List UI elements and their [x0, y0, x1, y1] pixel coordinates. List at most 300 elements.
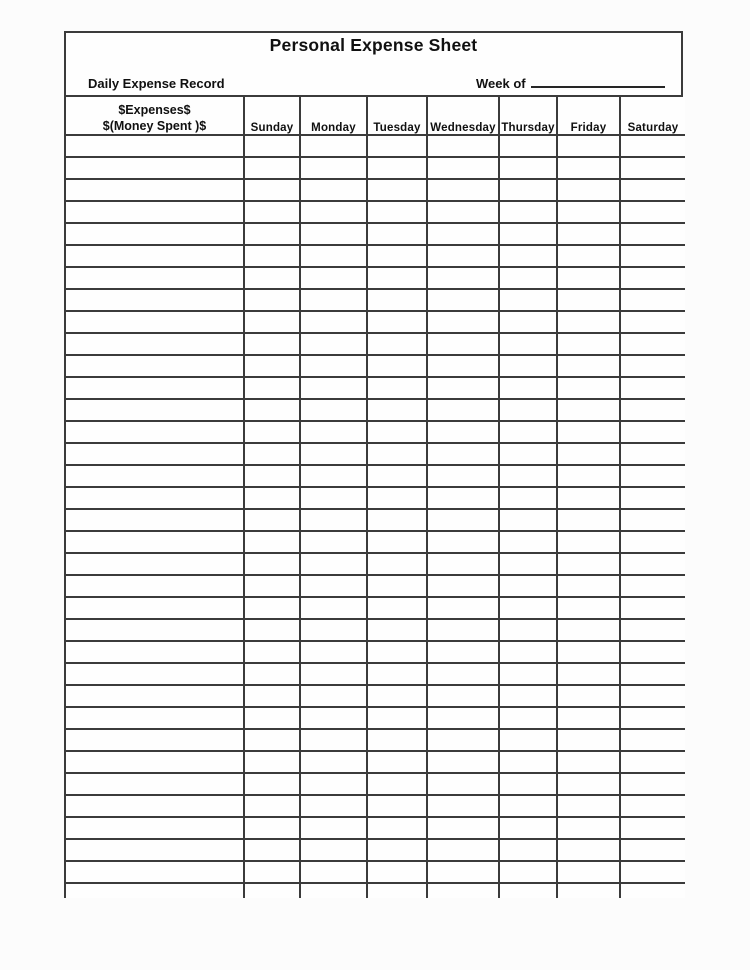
- subtitle-row: [66, 75, 681, 91]
- expense-amount-cell[interactable]: [300, 685, 367, 707]
- expense-amount-cell[interactable]: [300, 839, 367, 861]
- expense-amount-cell[interactable]: [499, 663, 557, 685]
- expense-amount-cell[interactable]: [367, 311, 427, 333]
- expense-amount-cell[interactable]: [367, 707, 427, 729]
- expense-amount-cell[interactable]: [499, 685, 557, 707]
- expense-amount-cell[interactable]: [244, 399, 300, 421]
- expense-amount-cell[interactable]: [499, 553, 557, 575]
- expense-amount-cell[interactable]: [244, 135, 300, 157]
- expense-amount-cell[interactable]: [427, 443, 499, 465]
- expense-description-cell[interactable]: [66, 751, 244, 773]
- expense-amount-cell[interactable]: [427, 245, 499, 267]
- expense-amount-cell[interactable]: [300, 333, 367, 355]
- expense-amount-cell[interactable]: [367, 157, 427, 179]
- expense-amount-cell[interactable]: [427, 179, 499, 201]
- expense-amount-cell[interactable]: [244, 861, 300, 883]
- expense-description-cell[interactable]: [66, 883, 244, 898]
- expense-amount-cell[interactable]: [557, 487, 620, 509]
- expense-amount-cell[interactable]: [620, 223, 685, 245]
- expense-amount-cell[interactable]: [499, 729, 557, 751]
- expense-amount-cell[interactable]: [499, 355, 557, 377]
- expense-amount-cell[interactable]: [367, 861, 427, 883]
- expense-amount-cell[interactable]: [557, 399, 620, 421]
- expense-amount-cell[interactable]: [427, 399, 499, 421]
- expense-amount-cell[interactable]: [300, 421, 367, 443]
- expense-amount-cell[interactable]: [427, 223, 499, 245]
- day-column-header-friday: Friday: [557, 97, 620, 135]
- expense-description-cell[interactable]: [66, 245, 244, 267]
- expense-amount-cell[interactable]: [499, 861, 557, 883]
- expense-amount-cell[interactable]: [244, 377, 300, 399]
- expense-amount-cell[interactable]: [499, 399, 557, 421]
- expense-description-cell[interactable]: [66, 839, 244, 861]
- expense-description-cell[interactable]: [66, 597, 244, 619]
- expense-amount-cell[interactable]: [244, 531, 300, 553]
- expense-amount-cell[interactable]: [427, 157, 499, 179]
- expense-amount-cell[interactable]: [300, 377, 367, 399]
- expense-amount-cell[interactable]: [427, 377, 499, 399]
- expense-amount-cell[interactable]: [367, 839, 427, 861]
- expense-amount-cell[interactable]: [620, 883, 685, 898]
- expense-amount-cell[interactable]: [557, 223, 620, 245]
- expense-amount-cell[interactable]: [300, 575, 367, 597]
- expense-amount-cell[interactable]: [244, 509, 300, 531]
- expense-amount-cell[interactable]: [427, 531, 499, 553]
- expense-amount-cell[interactable]: [367, 597, 427, 619]
- expense-amount-cell[interactable]: [427, 553, 499, 575]
- expense-amount-cell[interactable]: [620, 641, 685, 663]
- expense-amount-cell[interactable]: [244, 817, 300, 839]
- expense-amount-cell[interactable]: [620, 531, 685, 553]
- expense-amount-cell[interactable]: [499, 795, 557, 817]
- expense-amount-cell[interactable]: [367, 729, 427, 751]
- expense-amount-cell[interactable]: [620, 179, 685, 201]
- expense-amount-cell[interactable]: [300, 487, 367, 509]
- expense-amount-cell[interactable]: [499, 509, 557, 531]
- table-header-row: [66, 97, 685, 135]
- expense-amount-cell[interactable]: [499, 267, 557, 289]
- expense-amount-cell[interactable]: [367, 795, 427, 817]
- expense-amount-cell[interactable]: [620, 817, 685, 839]
- expense-amount-cell[interactable]: [244, 707, 300, 729]
- expense-amount-cell[interactable]: [244, 619, 300, 641]
- expense-amount-cell[interactable]: [300, 531, 367, 553]
- expense-amount-cell[interactable]: [367, 641, 427, 663]
- expense-amount-cell[interactable]: [557, 179, 620, 201]
- expenses-header-line1: $Expenses$: [118, 103, 191, 117]
- expense-description-cell[interactable]: [66, 685, 244, 707]
- expense-amount-cell[interactable]: [557, 795, 620, 817]
- expense-amount-cell[interactable]: [244, 201, 300, 223]
- expense-description-cell[interactable]: [66, 465, 244, 487]
- expense-amount-cell[interactable]: [300, 245, 367, 267]
- expense-description-cell[interactable]: [66, 729, 244, 751]
- expense-amount-cell[interactable]: [557, 157, 620, 179]
- expense-amount-cell[interactable]: [620, 751, 685, 773]
- expense-amount-cell[interactable]: [367, 487, 427, 509]
- expense-amount-cell[interactable]: [244, 685, 300, 707]
- expense-amount-cell[interactable]: [427, 663, 499, 685]
- expense-amount-cell[interactable]: [499, 223, 557, 245]
- expense-amount-cell[interactable]: [499, 465, 557, 487]
- expense-amount-cell[interactable]: [620, 333, 685, 355]
- expense-row-partial: [66, 883, 685, 898]
- expense-amount-cell[interactable]: [557, 135, 620, 157]
- expense-description-cell[interactable]: [66, 223, 244, 245]
- expense-amount-cell[interactable]: [427, 267, 499, 289]
- expense-amount-cell[interactable]: [244, 223, 300, 245]
- expense-amount-cell[interactable]: [557, 531, 620, 553]
- expense-amount-cell[interactable]: [367, 355, 427, 377]
- expense-amount-cell[interactable]: [427, 135, 499, 157]
- expense-amount-cell[interactable]: [427, 597, 499, 619]
- expense-amount-cell[interactable]: [557, 883, 620, 898]
- expense-amount-cell[interactable]: [427, 311, 499, 333]
- expense-amount-cell[interactable]: [620, 487, 685, 509]
- expense-description-cell[interactable]: [66, 377, 244, 399]
- expense-amount-cell[interactable]: [557, 465, 620, 487]
- expense-amount-cell[interactable]: [427, 201, 499, 223]
- week-of-group: [476, 74, 665, 91]
- expense-amount-cell[interactable]: [427, 289, 499, 311]
- expense-amount-cell[interactable]: [300, 817, 367, 839]
- expense-amount-cell[interactable]: [427, 861, 499, 883]
- expense-amount-cell[interactable]: [620, 267, 685, 289]
- expense-amount-cell[interactable]: [427, 707, 499, 729]
- expense-amount-cell[interactable]: [620, 311, 685, 333]
- expense-amount-cell[interactable]: [300, 663, 367, 685]
- expense-amount-cell[interactable]: [620, 597, 685, 619]
- expense-amount-cell[interactable]: [557, 861, 620, 883]
- expense-amount-cell[interactable]: [620, 245, 685, 267]
- expense-row: [66, 795, 685, 817]
- expense-amount-cell[interactable]: [620, 421, 685, 443]
- expense-description-cell[interactable]: [66, 641, 244, 663]
- expense-amount-cell[interactable]: [499, 201, 557, 223]
- expense-amount-cell[interactable]: [300, 465, 367, 487]
- expense-amount-cell[interactable]: [557, 575, 620, 597]
- expense-amount-cell[interactable]: [244, 421, 300, 443]
- expense-amount-cell[interactable]: [367, 663, 427, 685]
- expense-amount-cell[interactable]: [499, 245, 557, 267]
- expense-amount-cell[interactable]: [367, 399, 427, 421]
- expense-amount-cell[interactable]: [367, 685, 427, 707]
- expense-amount-cell[interactable]: [367, 531, 427, 553]
- expense-amount-cell[interactable]: [499, 333, 557, 355]
- expense-amount-cell[interactable]: [499, 443, 557, 465]
- expense-amount-cell[interactable]: [427, 333, 499, 355]
- expense-amount-cell[interactable]: [244, 443, 300, 465]
- expense-amount-cell[interactable]: [300, 157, 367, 179]
- expense-amount-cell[interactable]: [499, 421, 557, 443]
- expense-amount-cell[interactable]: [300, 553, 367, 575]
- expense-amount-cell[interactable]: [367, 773, 427, 795]
- expense-amount-cell[interactable]: [427, 355, 499, 377]
- expense-row: [66, 553, 685, 575]
- expense-amount-cell[interactable]: [300, 883, 367, 898]
- expense-row: [66, 245, 685, 267]
- expense-amount-cell[interactable]: [300, 707, 367, 729]
- expense-amount-cell[interactable]: [367, 201, 427, 223]
- expense-amount-cell[interactable]: [427, 817, 499, 839]
- expense-amount-cell[interactable]: [300, 267, 367, 289]
- expense-amount-cell[interactable]: [427, 575, 499, 597]
- expense-amount-cell[interactable]: [367, 751, 427, 773]
- expense-amount-cell[interactable]: [499, 751, 557, 773]
- expense-amount-cell[interactable]: [557, 751, 620, 773]
- expense-amount-cell[interactable]: [620, 619, 685, 641]
- expense-amount-cell[interactable]: [499, 311, 557, 333]
- expense-amount-cell[interactable]: [620, 355, 685, 377]
- expense-amount-cell[interactable]: [499, 597, 557, 619]
- expense-amount-cell[interactable]: [244, 465, 300, 487]
- expense-amount-cell[interactable]: [427, 729, 499, 751]
- expense-amount-cell[interactable]: [367, 135, 427, 157]
- expense-description-cell[interactable]: [66, 333, 244, 355]
- expense-description-cell[interactable]: [66, 399, 244, 421]
- expense-row: [66, 597, 685, 619]
- expense-amount-cell[interactable]: [499, 157, 557, 179]
- expense-amount-cell[interactable]: [557, 641, 620, 663]
- expense-amount-cell[interactable]: [620, 707, 685, 729]
- expense-description-cell[interactable]: [66, 795, 244, 817]
- expense-amount-cell[interactable]: [620, 135, 685, 157]
- expense-description-cell[interactable]: [66, 289, 244, 311]
- expense-amount-cell[interactable]: [427, 465, 499, 487]
- expense-description-cell[interactable]: [66, 663, 244, 685]
- expense-description-cell[interactable]: [66, 575, 244, 597]
- expense-amount-cell[interactable]: [244, 751, 300, 773]
- expense-amount-cell[interactable]: [499, 883, 557, 898]
- expense-amount-cell[interactable]: [300, 201, 367, 223]
- expense-amount-cell[interactable]: [244, 641, 300, 663]
- expense-amount-cell[interactable]: [557, 355, 620, 377]
- expense-amount-cell[interactable]: [367, 817, 427, 839]
- expense-description-cell[interactable]: [66, 201, 244, 223]
- expense-amount-cell[interactable]: [499, 575, 557, 597]
- expense-amount-cell[interactable]: [244, 245, 300, 267]
- expense-amount-cell[interactable]: [557, 333, 620, 355]
- expense-amount-cell[interactable]: [300, 223, 367, 245]
- expense-amount-cell[interactable]: [367, 333, 427, 355]
- expense-amount-cell[interactable]: [557, 267, 620, 289]
- expense-amount-cell[interactable]: [557, 773, 620, 795]
- expense-amount-cell[interactable]: [620, 377, 685, 399]
- expense-description-cell[interactable]: [66, 817, 244, 839]
- expense-row: [66, 751, 685, 773]
- expense-row: [66, 509, 685, 531]
- expense-amount-cell[interactable]: [557, 707, 620, 729]
- expense-description-cell[interactable]: [66, 553, 244, 575]
- expense-description-cell[interactable]: [66, 531, 244, 553]
- expense-amount-cell[interactable]: [427, 685, 499, 707]
- expense-amount-cell[interactable]: [557, 839, 620, 861]
- expense-description-cell[interactable]: [66, 135, 244, 157]
- expense-amount-cell[interactable]: [244, 663, 300, 685]
- expense-amount-cell[interactable]: [499, 817, 557, 839]
- expense-amount-cell[interactable]: [499, 487, 557, 509]
- expense-amount-cell[interactable]: [499, 619, 557, 641]
- expense-amount-cell[interactable]: [620, 773, 685, 795]
- expense-amount-cell[interactable]: [557, 685, 620, 707]
- expense-amount-cell[interactable]: [620, 575, 685, 597]
- expense-amount-cell[interactable]: [244, 795, 300, 817]
- expense-amount-cell[interactable]: [499, 707, 557, 729]
- expense-amount-cell[interactable]: [620, 399, 685, 421]
- expense-amount-cell[interactable]: [367, 245, 427, 267]
- expense-amount-cell[interactable]: [620, 729, 685, 751]
- expense-row: [66, 399, 685, 421]
- expense-amount-cell[interactable]: [367, 465, 427, 487]
- expense-amount-cell[interactable]: [499, 839, 557, 861]
- expense-amount-cell[interactable]: [427, 421, 499, 443]
- expense-amount-cell[interactable]: [427, 773, 499, 795]
- expense-description-cell[interactable]: [66, 311, 244, 333]
- expense-amount-cell[interactable]: [499, 135, 557, 157]
- expense-description-cell[interactable]: [66, 773, 244, 795]
- expense-amount-cell[interactable]: [244, 355, 300, 377]
- expense-amount-cell[interactable]: [300, 443, 367, 465]
- expense-row: [66, 157, 685, 179]
- expense-amount-cell[interactable]: [367, 509, 427, 531]
- expense-amount-cell[interactable]: [620, 553, 685, 575]
- expense-amount-cell[interactable]: [557, 817, 620, 839]
- expense-amount-cell[interactable]: [300, 795, 367, 817]
- expense-amount-cell[interactable]: [244, 157, 300, 179]
- expense-amount-cell[interactable]: [557, 245, 620, 267]
- expense-amount-cell[interactable]: [300, 179, 367, 201]
- expense-amount-cell[interactable]: [620, 201, 685, 223]
- expense-amount-cell[interactable]: [557, 377, 620, 399]
- expense-amount-cell[interactable]: [499, 641, 557, 663]
- expense-amount-cell[interactable]: [620, 443, 685, 465]
- expense-description-cell[interactable]: [66, 509, 244, 531]
- expense-amount-cell[interactable]: [244, 597, 300, 619]
- expense-amount-cell[interactable]: [557, 421, 620, 443]
- expense-amount-cell[interactable]: [300, 641, 367, 663]
- expense-amount-cell[interactable]: [557, 729, 620, 751]
- expense-amount-cell[interactable]: [620, 663, 685, 685]
- expense-amount-cell[interactable]: [367, 575, 427, 597]
- expense-amount-cell[interactable]: [367, 179, 427, 201]
- expense-amount-cell[interactable]: [367, 289, 427, 311]
- expense-amount-cell[interactable]: [300, 773, 367, 795]
- expense-row: [66, 575, 685, 597]
- expense-amount-cell[interactable]: [557, 509, 620, 531]
- expense-amount-cell[interactable]: [244, 839, 300, 861]
- expense-amount-cell[interactable]: [427, 487, 499, 509]
- expense-amount-cell[interactable]: [620, 839, 685, 861]
- expense-amount-cell[interactable]: [427, 839, 499, 861]
- week-of-label: Week of: [476, 76, 526, 91]
- expense-amount-cell[interactable]: [300, 597, 367, 619]
- expense-description-cell[interactable]: [66, 443, 244, 465]
- expense-amount-cell[interactable]: [427, 795, 499, 817]
- expense-amount-cell[interactable]: [244, 179, 300, 201]
- expense-description-cell[interactable]: [66, 619, 244, 641]
- expense-amount-cell[interactable]: [244, 553, 300, 575]
- expense-amount-cell[interactable]: [300, 289, 367, 311]
- expense-amount-cell[interactable]: [367, 223, 427, 245]
- expense-amount-cell[interactable]: [557, 597, 620, 619]
- expense-amount-cell[interactable]: [620, 465, 685, 487]
- expense-amount-cell[interactable]: [300, 311, 367, 333]
- expense-amount-cell[interactable]: [557, 443, 620, 465]
- expense-amount-cell[interactable]: [300, 399, 367, 421]
- expense-description-cell[interactable]: [66, 707, 244, 729]
- expense-amount-cell[interactable]: [620, 795, 685, 817]
- expense-amount-cell[interactable]: [244, 575, 300, 597]
- expense-amount-cell[interactable]: [499, 773, 557, 795]
- expense-amount-cell[interactable]: [300, 355, 367, 377]
- expense-amount-cell[interactable]: [620, 157, 685, 179]
- expense-amount-cell[interactable]: [300, 135, 367, 157]
- expense-amount-cell[interactable]: [244, 487, 300, 509]
- expense-amount-cell[interactable]: [300, 509, 367, 531]
- expense-amount-cell[interactable]: [300, 729, 367, 751]
- expense-amount-cell[interactable]: [427, 509, 499, 531]
- expense-amount-cell[interactable]: [244, 289, 300, 311]
- expense-amount-cell[interactable]: [367, 619, 427, 641]
- expense-description-cell[interactable]: [66, 157, 244, 179]
- expense-amount-cell[interactable]: [427, 641, 499, 663]
- expense-description-cell[interactable]: [66, 355, 244, 377]
- expense-description-cell[interactable]: [66, 487, 244, 509]
- expense-amount-cell[interactable]: [427, 619, 499, 641]
- expense-amount-cell[interactable]: [367, 377, 427, 399]
- expense-amount-cell[interactable]: [300, 751, 367, 773]
- expense-description-cell[interactable]: [66, 267, 244, 289]
- expense-row: [66, 707, 685, 729]
- expense-row: [66, 685, 685, 707]
- expense-amount-cell[interactable]: [427, 883, 499, 898]
- expense-amount-cell[interactable]: [620, 289, 685, 311]
- expense-amount-cell[interactable]: [367, 443, 427, 465]
- expense-amount-cell[interactable]: [367, 553, 427, 575]
- expense-amount-cell[interactable]: [244, 333, 300, 355]
- expense-amount-cell[interactable]: [499, 377, 557, 399]
- expense-amount-cell[interactable]: [557, 553, 620, 575]
- expense-description-cell[interactable]: [66, 421, 244, 443]
- expense-amount-cell[interactable]: [557, 201, 620, 223]
- expense-amount-cell[interactable]: [367, 883, 427, 898]
- expense-amount-cell[interactable]: [300, 619, 367, 641]
- expense-description-cell[interactable]: [66, 861, 244, 883]
- expense-amount-cell[interactable]: [499, 531, 557, 553]
- expense-amount-cell[interactable]: [620, 685, 685, 707]
- expense-amount-cell[interactable]: [367, 267, 427, 289]
- expense-amount-cell[interactable]: [244, 773, 300, 795]
- expense-amount-cell[interactable]: [557, 619, 620, 641]
- expense-amount-cell[interactable]: [244, 729, 300, 751]
- expense-amount-cell[interactable]: [557, 289, 620, 311]
- expense-amount-cell[interactable]: [499, 289, 557, 311]
- week-of-blank-line[interactable]: [531, 74, 665, 88]
- expense-amount-cell[interactable]: [499, 179, 557, 201]
- expense-amount-cell[interactable]: [427, 751, 499, 773]
- expense-amount-cell[interactable]: [620, 509, 685, 531]
- expense-amount-cell[interactable]: [557, 311, 620, 333]
- expense-amount-cell[interactable]: [300, 861, 367, 883]
- expense-amount-cell[interactable]: [244, 883, 300, 898]
- expense-description-cell[interactable]: [66, 179, 244, 201]
- expense-amount-cell[interactable]: [557, 663, 620, 685]
- expense-row: [66, 531, 685, 553]
- expense-amount-cell[interactable]: [367, 421, 427, 443]
- expense-amount-cell[interactable]: [620, 861, 685, 883]
- expense-amount-cell[interactable]: [244, 311, 300, 333]
- expense-amount-cell[interactable]: [244, 267, 300, 289]
